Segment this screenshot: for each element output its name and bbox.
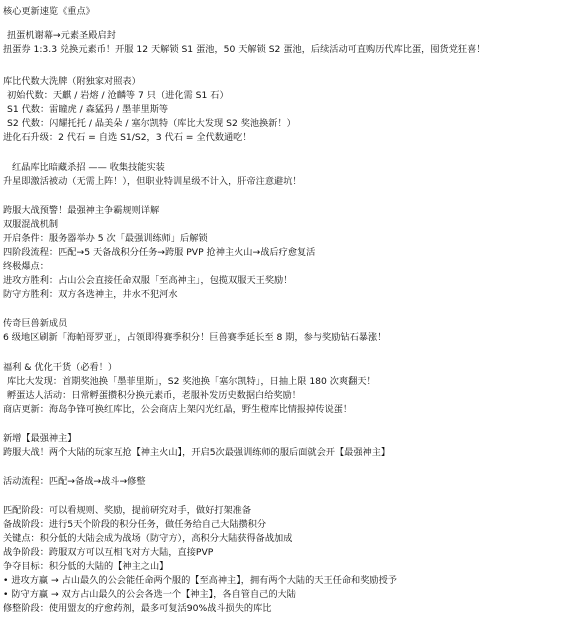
text-line: 跨服大战！两个大陆的玩家互抢【神主火山】，开启5次最强训练师的服后面就会开【最强神主】 [3, 447, 391, 458]
text-line: 关键点：积分低的大陆会成为战场（防守方），高积分大陆获得备战加成 [3, 533, 293, 544]
text-line: 福利 & 优化干货（必看！） [3, 362, 118, 373]
text-line: 扭蛋机谢幕→元素圣殿启封 [7, 30, 116, 41]
text-line: 终极爆点： [3, 261, 49, 272]
page-title: 核心更新速览《重点》 [3, 6, 95, 17]
text-line: 红晶库比暗藏杀招 —— 收集技能实装 [12, 162, 165, 173]
text-line: 战争阶段：跨服双方可以互相飞对方大陆，直接PVP [3, 547, 214, 558]
text-line: 匹配阶段：可以看规则、奖励，提前研究对手，做好打架准备 [3, 505, 252, 516]
text-line: 防守方胜利：双方各选神主，井水不犯河水 [3, 289, 178, 300]
text-line: 传奇巨兽新成员 [3, 318, 68, 329]
text-line: 初始代数：天麒 / 岩熔 / 沧麟等 7 只（进化需 S1 石） [7, 90, 229, 101]
text-line: 进攻方胜利：占山公会直接任命双服「至高神主」，包揽双服天王奖励！ [3, 275, 293, 286]
text-line: S1 代数：雷瞳虎 / 森猛犸 / 墨菲里斯等 [7, 104, 169, 115]
text-line: 进化石升级：2 代石 = 自选 S1/S2，3 代石 = 全代数通吃！ [3, 132, 252, 143]
text-line: S2 代数：闪耀托托 / 晶美朵 / 塞尔凯特（库比大发现 S2 奖池换新！） [7, 118, 296, 129]
text-line: 升星即激活被动（无需上阵！），但职业特训星级不计入，肝帝注意避坑！ [3, 176, 302, 187]
text-line: 新增【最强神主】 [3, 433, 77, 444]
text-line: 扭蛋券 1:3.3 兑换元素币！开服 12 天解锁 S1 蛋池，50 天解锁 S2 蛋池，后续活动可直购历代库比蛋，囤货党狂喜！ [3, 44, 486, 55]
text-line: 修整阶段：使用盟友的疗愈药剂，最多可复活90%战斗损失的库比 [3, 603, 272, 614]
text-line: 备战阶段：进行5天个阶段的积分任务，做任务给自己大陆攒积分 [3, 519, 267, 530]
text-line: 开启条件：服务器举办 5 次「最强训练师」后解锁 [3, 233, 208, 244]
text-line: • 进攻方赢 → 占山最久的公会能任命两个服的【至高神主】，拥有两个大陆的天王任命和奖励授予 [3, 575, 397, 586]
text-line: 争夺目标：积分低的大陆的【神主之山】 [3, 561, 169, 572]
text-line: 双服混战机制 [3, 219, 59, 230]
text-line: • 防守方赢 → 双方占山最久的公会各选一个【神主】，各自管自己的大陆 [3, 589, 296, 600]
text-line: 商店更新：海岛争锋可换红库比，公会商店上架闪光红晶，野生橙库比情报掉传说蛋！ [3, 404, 353, 415]
text-line: 孵蛋达人活动：日常孵蛋攒积分换元素币，老服补发历史数据白给奖励！ [7, 390, 301, 401]
text-line: 6 级地区刷新「海帕哥罗亚」，占领即得赛季积分！巨兽赛季延长至 8 期，参与奖励钻石暴涨！ [3, 332, 387, 343]
text-line: 四阶段流程：匹配→5 天备战积分任务→跨服 PVP 抢神主火山→战后疗愈复活 [3, 247, 316, 258]
text-line: 库比大发现：首期奖池换「墨菲里斯」，S2 奖池换「塞尔凯特」，日抽上限 180 次爽翻天！ [7, 376, 376, 387]
text-line: 跨服大战预警！最强神主争霸规则详解 [3, 205, 160, 216]
text-line: 活动流程：匹配→备战→战斗→修整 [3, 476, 146, 487]
text-line: 库比代数大洗牌（附独家对照表） [3, 76, 141, 87]
